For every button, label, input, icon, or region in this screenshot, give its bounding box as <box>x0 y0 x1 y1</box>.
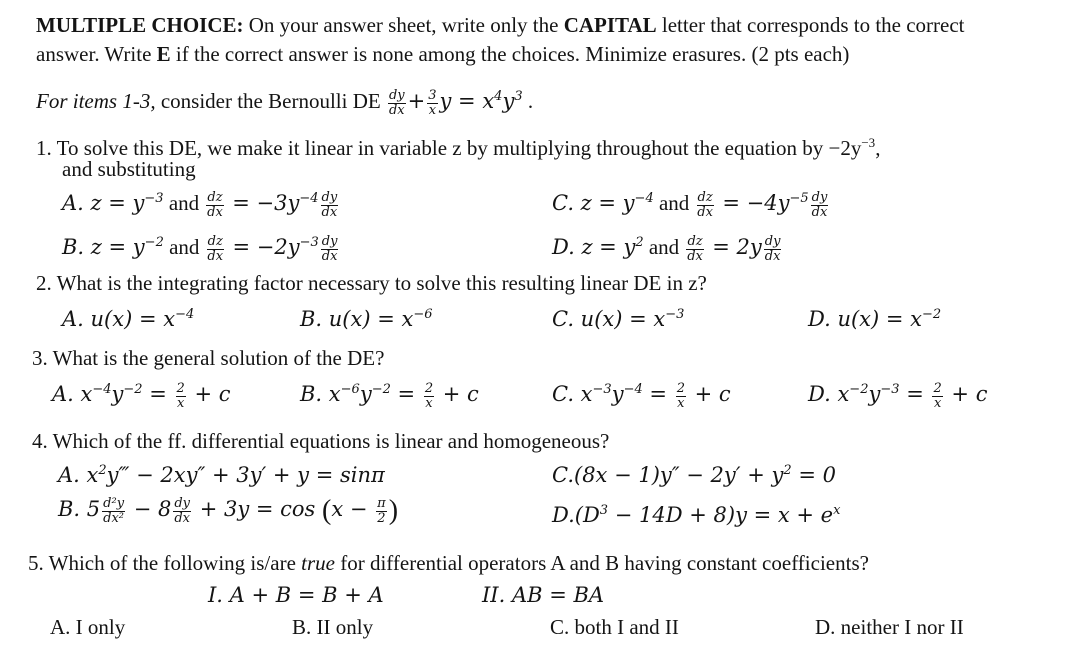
opt-text: A. x <box>52 382 93 406</box>
q2-option-d <box>808 302 941 332</box>
plus-c: + c <box>944 382 988 406</box>
opt-sup: −4 <box>634 191 654 206</box>
q4-option-c <box>552 458 836 488</box>
dy-dx-fraction: $\frac{dy}{dx}$ <box>321 189 338 220</box>
opt-text: A. x <box>58 463 99 487</box>
q1-stem-sup: −3 <box>861 135 876 150</box>
opt-sup: −3 <box>880 382 900 397</box>
eq-exp-y: 3 <box>514 89 523 104</box>
eq-exp: 4 <box>494 89 503 104</box>
q4-option-a <box>58 458 385 488</box>
opt-sup: −6 <box>413 307 433 322</box>
close-paren: ) <box>388 495 399 527</box>
opt-sup2: −4 <box>299 191 319 206</box>
q2-option-b <box>300 302 433 332</box>
opt-sup: −2 <box>849 382 869 397</box>
q3-option-b <box>300 377 479 411</box>
opt-text: C. z = y <box>552 191 635 215</box>
dz-dx-fraction: $\frac{dz}{dx}$ <box>207 233 224 264</box>
opt-y: y <box>111 382 124 406</box>
dy-dx-fraction: $\frac{dy}{dx}$ <box>764 233 781 264</box>
opt-sup: −6 <box>340 382 360 397</box>
opt-and: and <box>643 235 685 259</box>
q1-option-a <box>62 186 340 220</box>
opt-text: A. u(x) = x <box>62 307 176 331</box>
q4-option-d <box>552 498 840 528</box>
opt-sup: −2 <box>371 382 391 397</box>
q1-stem-end: , <box>875 136 881 160</box>
opt-sup2: −5 <box>789 191 809 206</box>
opt-sup: −3 <box>144 191 164 206</box>
opt-mid: = −2y <box>225 235 300 259</box>
pi-over-two-fraction: $\frac{\pi}{2}$ <box>377 495 386 526</box>
dz-dx-fraction: $\frac{dz}{dx}$ <box>687 233 703 264</box>
opt-mid: = 2y <box>705 235 762 259</box>
opt-eq: = <box>390 382 422 406</box>
two-over-x-fraction: $\frac{2}{x}$ <box>933 380 942 411</box>
opt-mid: = −3y <box>225 191 300 215</box>
opt-rest: − 14D + 8)y = x + e <box>608 503 834 527</box>
opt-eq: = <box>899 382 931 406</box>
instructions-line-1 <box>36 12 965 38</box>
opt-sup: −2 <box>123 382 143 397</box>
plus-c: + c <box>187 382 231 406</box>
opt-and: and <box>163 235 205 259</box>
opt-sup2: −3 <box>299 235 319 250</box>
eq-part: y = x <box>439 89 495 113</box>
opt-y: y <box>868 382 881 406</box>
q5-option-c: C. both I and II <box>550 615 679 639</box>
header-label: MULTIPLE CHOICE: <box>36 13 244 37</box>
eq-period: . <box>522 89 534 113</box>
opt-y: y <box>611 382 624 406</box>
eq-part-y: y <box>502 89 515 113</box>
opt-sup: −2 <box>921 307 942 322</box>
opt-sup-x: x <box>833 503 841 518</box>
open-paren: ( <box>322 495 332 527</box>
opt-sup: −4 <box>175 307 195 322</box>
q1-option-c <box>552 186 830 220</box>
q3-option-d <box>808 377 987 411</box>
opt-text: B. z = y <box>62 235 145 259</box>
intro-line <box>36 84 533 118</box>
q5-option-d: D. neither I nor II <box>815 615 964 639</box>
q5-stem-italic: true <box>301 551 335 575</box>
opt-text: C. u(x) = x <box>552 307 666 331</box>
dy-dx-fraction: $\frac{dy}{dx}$ <box>388 87 405 118</box>
two-over-x-fraction: $\frac{2}{x}$ <box>676 380 685 411</box>
opt-mid: = −4y <box>715 191 790 215</box>
line2-letter: E <box>156 42 171 66</box>
header-text-end: letter that corresponds to the correct <box>656 13 965 37</box>
dz-dx-fraction: $\frac{dz}{dx}$ <box>207 189 223 220</box>
intro-text: consider the Bernoulli DE <box>155 89 381 113</box>
q5-option-a: A. I only <box>50 615 126 639</box>
opt-sup: −3 <box>592 382 612 397</box>
opt-y: y <box>359 382 372 406</box>
opt-rest: y‴ − 2xy″ + 3y′ + y = sinπ <box>106 463 385 487</box>
opt-sup: −2 <box>144 235 164 250</box>
opt-text: D. z = y <box>552 235 636 259</box>
q2-option-a <box>62 302 194 332</box>
d2y-dx2-fraction: $\frac{\text{d²y}}{\text{dx²}}$ <box>103 495 125 526</box>
opt-sup: −4 <box>92 382 112 397</box>
q2-option-c <box>552 302 684 332</box>
opt-sup: 2 <box>98 463 107 478</box>
opt-text: D.(D <box>552 503 600 527</box>
plus-c: + c <box>436 382 479 406</box>
q1-stem-text: 1. To solve this DE, we make it linear in variable z by multiplying throughout the equation by −2y <box>36 136 862 160</box>
opt-sup: 2 <box>783 463 792 478</box>
dy-dx-fraction: $\frac{dy}{dx}$ <box>174 495 191 526</box>
opt-sup: 2 <box>635 235 644 250</box>
line2-start: answer. Write <box>36 42 157 66</box>
q1-stem-2: and substituting <box>62 157 196 181</box>
q2-stem: 2. What is the integrating factor necessary to solve this resulting linear DE in z? <box>36 271 707 295</box>
opt-text: B. u(x) = x <box>300 307 414 331</box>
opt-sup: −3 <box>665 307 685 322</box>
opt-eq: = <box>142 382 174 406</box>
opt-cos: + 3y = cos <box>193 497 323 521</box>
opt-text: C.(8x − 1)y″ − 2y′ + y <box>552 463 784 487</box>
three-over-x-fraction: $\frac{3}{x}$ <box>428 87 437 118</box>
q3-stem: 3. What is the general solution of the DE? <box>32 346 385 370</box>
dz-dx-fraction: $\frac{dz}{dx}$ <box>697 189 713 220</box>
opt-eq: = <box>642 382 674 406</box>
opt-text: A. z = y <box>62 191 145 215</box>
q1-option-b <box>62 230 340 264</box>
plus-c: + c <box>687 382 731 406</box>
opt-minus: − 8 <box>127 497 172 521</box>
q5-stem-a: 5. Which of the following is/are <box>28 551 302 575</box>
opt-text: D. u(x) = x <box>808 307 922 331</box>
dy-dx-fraction: $\frac{dy}{dx}$ <box>811 189 828 220</box>
q4-stem: 4. Which of the ff. differential equations is linear and homogeneous? <box>32 429 610 453</box>
q5-stem <box>28 550 869 576</box>
opt-rest: = 0 <box>791 463 836 487</box>
line2-end: if the correct answer is none among the choices. Minimize erasures. (2 pts each) <box>170 42 850 66</box>
opt-and: and <box>653 191 695 215</box>
header-text: On your answer sheet, write only the <box>243 13 564 37</box>
q1-option-d <box>552 230 783 264</box>
q3-option-a <box>52 377 231 411</box>
instructions-line-2 <box>36 41 849 67</box>
header-emphasis: CAPITAL <box>563 13 657 37</box>
opt-text: C. x <box>552 382 593 406</box>
opt-text: B. 5 <box>58 497 101 521</box>
q4-option-b <box>58 496 398 526</box>
opt-and: and <box>163 191 205 215</box>
opt-arg: x − <box>331 497 375 521</box>
opt-text: B. x <box>300 382 341 406</box>
opt-sup: −4 <box>623 382 643 397</box>
two-over-x-fraction: $\frac{2}{x}$ <box>176 380 185 411</box>
q5-option-b: B. II only <box>292 615 374 639</box>
opt-text: D. x <box>808 382 850 406</box>
two-over-x-fraction: $\frac{2}{x}$ <box>424 380 434 411</box>
q5-stem-b: for differential operators A and B having constant coefficients? <box>334 551 869 575</box>
q5-statement-2: II. AB = BA <box>482 583 605 607</box>
q3-option-c <box>552 377 731 411</box>
dy-dx-fraction: $\frac{dy}{dx}$ <box>321 233 338 264</box>
intro-italic: For items 1-3, <box>36 89 156 113</box>
opt-sup: 3 <box>599 503 609 518</box>
plus-sign: + <box>407 89 426 113</box>
q5-statement-1: I. A + B = B + A <box>208 583 384 607</box>
